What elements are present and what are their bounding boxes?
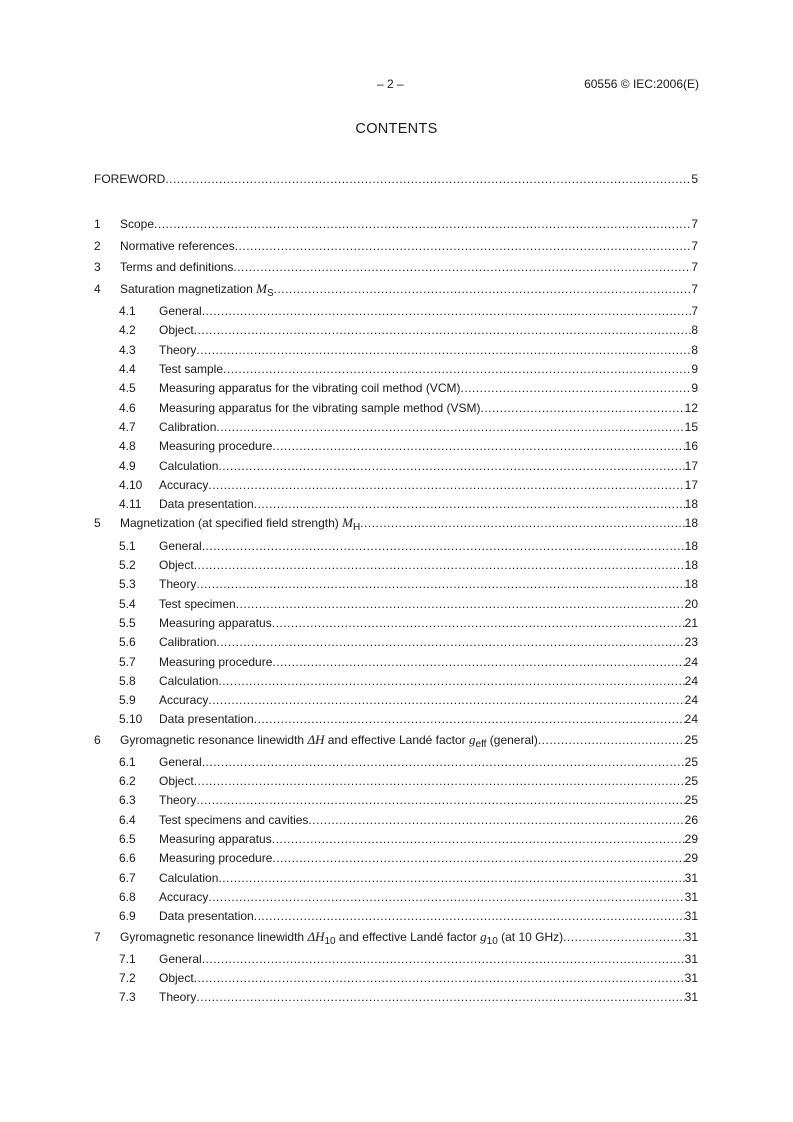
toc-entry-label: Magnetization (at specified field strength) $M_H$ — [120, 515, 361, 533]
toc-entry-text — [159, 557, 698, 573]
toc-entry-text — [159, 951, 698, 967]
toc-entry-label: General — [159, 539, 202, 553]
toc-page-number: 23 — [684, 635, 698, 649]
toc-entry — [94, 400, 698, 416]
toc-entry-label: Calculation — [159, 459, 219, 473]
toc-entry-text — [159, 711, 698, 727]
dot-leader — [236, 596, 685, 612]
toc-entry-number: 5.5 — [119, 616, 136, 630]
toc-entry-text — [159, 419, 698, 435]
toc-entry-text — [94, 171, 698, 187]
toc-entry — [94, 216, 698, 232]
dot-leader — [254, 496, 685, 512]
toc-entry-text — [159, 889, 698, 905]
dot-leader — [218, 458, 684, 474]
toc-entry-label: Accuracy — [159, 478, 209, 492]
toc-entry-label: Theory — [159, 990, 197, 1004]
toc-entry-number: 4.2 — [119, 323, 136, 337]
toc-page-number: 18 — [684, 516, 698, 530]
toc-page-number: 17 — [684, 459, 698, 473]
toc-page-number: 18 — [684, 497, 698, 511]
toc-entry-number: 7 — [94, 930, 101, 944]
dot-leader — [216, 634, 684, 650]
dot-leader — [196, 576, 684, 592]
toc-entry-number: 6.4 — [119, 813, 136, 827]
toc-entry-text — [159, 812, 698, 828]
dot-leader — [202, 754, 685, 770]
math-symbol: M — [342, 515, 353, 530]
toc-entry-label: Measuring procedure — [159, 655, 273, 669]
toc-entry-number: 2 — [94, 239, 101, 253]
toc-entry-number: 4.11 — [119, 497, 142, 511]
toc-page-number: 26 — [684, 813, 698, 827]
dot-leader — [272, 438, 684, 454]
toc-entry — [94, 281, 698, 297]
toc-entry — [94, 929, 698, 945]
toc-entry-text — [159, 654, 698, 670]
toc-page-number: 15 — [684, 420, 698, 434]
toc-entry-number: 6.1 — [119, 755, 136, 769]
toc-entry-label: Measuring apparatus for the vibrating sample method (VSM) — [159, 401, 481, 415]
toc-entry-label: Calibration — [159, 635, 217, 649]
math-symbol: ΔH — [307, 732, 325, 747]
toc-entry-label: Theory — [159, 577, 197, 591]
dot-leader — [481, 400, 685, 416]
dot-leader — [233, 259, 691, 275]
toc-page-number: 7 — [691, 304, 698, 318]
toc-page-number: 29 — [684, 851, 698, 865]
toc-entry — [94, 538, 698, 554]
toc-entry — [94, 171, 698, 187]
dot-leader — [196, 342, 691, 358]
toc-entry-label: Theory — [159, 793, 197, 807]
toc-entry-label: Saturation magnetization $M_S$ — [120, 281, 274, 299]
toc-entry — [94, 732, 698, 748]
dot-leader — [223, 361, 691, 377]
toc-page-number: 12 — [684, 401, 698, 415]
toc-entry-text — [159, 989, 698, 1005]
toc-entry-number: 4.8 — [119, 439, 136, 453]
dot-leader — [194, 322, 692, 338]
toc-entry-text — [159, 831, 698, 847]
toc-entry-label: Measuring procedure — [159, 439, 273, 453]
toc-entry-number: 4.4 — [119, 362, 136, 376]
toc-entry — [94, 673, 698, 689]
toc-entry-text — [120, 281, 698, 297]
dot-leader — [202, 538, 685, 554]
toc-entry — [94, 361, 698, 377]
math-symbol: M — [256, 281, 267, 296]
toc-entry-text — [159, 673, 698, 689]
toc-entry-text — [159, 380, 698, 396]
toc-entry-text — [159, 970, 698, 986]
toc-page-number: 5 — [691, 172, 698, 186]
toc-entry-number: 7.3 — [119, 990, 136, 1004]
toc-entry-label: Object — [159, 774, 194, 788]
toc-page-number: 24 — [684, 693, 698, 707]
toc-entry-text — [159, 850, 698, 866]
toc-entry-text — [159, 400, 698, 416]
toc-entry-label: Object — [159, 558, 194, 572]
toc-entry-number: 1 — [94, 217, 101, 231]
toc-entry-label: Measuring procedure — [159, 851, 273, 865]
toc-entry — [94, 458, 698, 474]
toc-entry-text — [159, 773, 698, 789]
toc-page-number: 21 — [684, 616, 698, 630]
toc-entry — [94, 342, 698, 358]
toc-entry — [94, 615, 698, 631]
toc-entry-label: Accuracy — [159, 890, 209, 904]
toc-page-number: 24 — [684, 655, 698, 669]
toc-entry-number: 6.9 — [119, 909, 136, 923]
dot-leader — [254, 711, 685, 727]
dot-leader — [154, 216, 691, 232]
dot-leader — [194, 557, 685, 573]
toc-entry — [94, 850, 698, 866]
toc-page-number: 18 — [684, 558, 698, 572]
toc-entry-label: Theory — [159, 343, 197, 357]
toc-entry-text — [159, 754, 698, 770]
dot-leader — [208, 692, 684, 708]
dot-leader — [196, 792, 684, 808]
toc-entry-label: Data presentation — [159, 712, 254, 726]
toc-entry — [94, 496, 698, 512]
toc-entry-label: General — [159, 952, 202, 966]
toc-entry-number: 5.6 — [119, 635, 136, 649]
toc-entry-number: 4.3 — [119, 343, 136, 357]
toc-entry — [94, 380, 698, 396]
toc-entry-number: 4.5 — [119, 381, 136, 395]
toc-page-number: 9 — [691, 381, 698, 395]
toc-entry — [94, 870, 698, 886]
dot-leader — [360, 515, 684, 531]
toc-page-number: 16 — [684, 439, 698, 453]
toc-entry-number: 6 — [94, 733, 101, 747]
toc-entry — [94, 438, 698, 454]
toc-entry — [94, 908, 698, 924]
toc-entry-text — [120, 732, 698, 748]
toc-entry-number: 6.5 — [119, 832, 136, 846]
math-symbol: g — [480, 929, 487, 944]
toc-page-number: 31 — [684, 890, 698, 904]
math-symbol: ΔH — [307, 929, 325, 944]
toc-entry — [94, 812, 698, 828]
toc-page-number: 7 — [691, 217, 698, 231]
toc-page-number: 8 — [691, 343, 698, 357]
toc-page-number: 24 — [684, 674, 698, 688]
toc-entry-text — [159, 615, 698, 631]
toc-entry-number: 3 — [94, 260, 101, 274]
toc-page-number: 18 — [684, 539, 698, 553]
dot-leader — [272, 654, 684, 670]
dot-leader — [202, 951, 685, 967]
toc-entry-number: 4.10 — [119, 478, 143, 492]
toc-entry-text — [159, 303, 698, 319]
toc-entry-number: 4 — [94, 282, 101, 296]
toc-entry — [94, 831, 698, 847]
toc-entry — [94, 259, 698, 275]
dot-leader — [202, 303, 692, 319]
dot-leader — [274, 281, 692, 297]
toc-entry-label: Test specimen — [159, 597, 236, 611]
toc-entry-label: Calculation — [159, 674, 219, 688]
toc-entry-label: Calculation — [159, 871, 219, 885]
dot-leader — [538, 732, 685, 748]
toc-entry-label: Scope — [120, 217, 155, 231]
dot-leader — [218, 870, 684, 886]
toc-entry — [94, 951, 698, 967]
toc-page-number: 25 — [684, 755, 698, 769]
toc-entry-label: Test sample — [159, 362, 224, 376]
toc-entry-text — [120, 259, 698, 275]
toc-entry-text — [159, 342, 698, 358]
toc-entry-text — [159, 438, 698, 454]
toc-entry-number: 4.9 — [119, 459, 136, 473]
dot-leader — [208, 889, 684, 905]
toc-entry — [94, 303, 698, 319]
toc-entry — [94, 477, 698, 493]
toc-entry — [94, 576, 698, 592]
toc-entry-label: Measuring apparatus — [159, 832, 272, 846]
toc-page-number: 31 — [684, 990, 698, 1004]
toc-entry — [94, 754, 698, 770]
toc-entry-number: 5.1 — [119, 539, 136, 553]
toc-entry-text — [159, 477, 698, 493]
toc-page-number: 24 — [684, 712, 698, 726]
toc-entry-label: Data presentation — [159, 909, 254, 923]
toc-entry — [94, 515, 698, 531]
toc-entry — [94, 238, 698, 254]
dot-leader — [218, 673, 684, 689]
toc-entry — [94, 419, 698, 435]
toc-entry-text — [120, 238, 698, 254]
toc-page-number: 31 — [684, 971, 698, 985]
toc-page-number: 25 — [684, 793, 698, 807]
toc-page-number: 9 — [691, 362, 698, 376]
toc-entry-number: 7.2 — [119, 971, 136, 985]
toc-entry-text — [159, 576, 698, 592]
toc-entry-number: 4.7 — [119, 420, 136, 434]
toc-entry — [94, 654, 698, 670]
dot-leader — [194, 773, 685, 789]
toc-entry-label: Object — [159, 323, 194, 337]
toc-entry-number: 5.2 — [119, 558, 136, 572]
toc-page-number: 31 — [684, 952, 698, 966]
toc-entry — [94, 711, 698, 727]
toc-entry-label: FOREWORD — [94, 172, 166, 186]
toc-entry-number: 6.2 — [119, 774, 136, 788]
toc-entry-number: 7.1 — [119, 952, 136, 966]
toc-entry-label: General — [159, 304, 202, 318]
toc-page-number: 17 — [684, 478, 698, 492]
toc-entry-label: Data presentation — [159, 497, 254, 511]
toc-entry-number: 6.6 — [119, 851, 136, 865]
toc-entry-text — [159, 322, 698, 338]
toc-entry-number: 5 — [94, 516, 101, 530]
toc-entry — [94, 557, 698, 573]
toc-entry-number: 6.7 — [119, 871, 136, 885]
toc-entry-label: Normative references — [120, 239, 235, 253]
toc-entry — [94, 970, 698, 986]
dot-leader — [165, 171, 691, 187]
toc-page-number: 25 — [684, 733, 698, 747]
math-subscript: H — [352, 522, 361, 533]
dot-leader — [272, 850, 684, 866]
toc-entry-number: 5.10 — [119, 712, 143, 726]
toc-page-number: 7 — [691, 260, 698, 274]
toc-entry-text — [159, 692, 698, 708]
page-number: – 2 – — [377, 77, 404, 91]
toc-entry-label: Gyromagnetic resonance linewidth ΔH and effective Landé factor $g_{eff}$ (general) — [120, 732, 538, 750]
toc-entry — [94, 792, 698, 808]
dot-leader — [272, 831, 685, 847]
toc-entry-number: 4.1 — [119, 304, 136, 318]
dot-leader — [216, 419, 684, 435]
toc-page-number: 31 — [684, 930, 698, 944]
dot-leader — [308, 812, 684, 828]
toc-entry-number: 5.9 — [119, 693, 136, 707]
toc-entry — [94, 322, 698, 338]
toc-entry-label: Accuracy — [159, 693, 209, 707]
toc-entry-text — [159, 908, 698, 924]
toc-entry-text — [159, 870, 698, 886]
toc-entry-label: Measuring apparatus — [159, 616, 272, 630]
toc-entry-text — [120, 929, 698, 945]
toc-entry — [94, 596, 698, 612]
toc-page-number: 18 — [684, 577, 698, 591]
toc-entry-text — [159, 538, 698, 554]
dot-leader — [563, 929, 685, 945]
toc-page-number: 8 — [691, 323, 698, 337]
math-symbol: g — [469, 732, 476, 747]
toc-entry-number: 5.3 — [119, 577, 136, 591]
toc-entry-text — [159, 361, 698, 377]
toc-page-number: 7 — [691, 282, 698, 296]
toc-page-number: 7 — [691, 239, 698, 253]
toc-page-number: 31 — [684, 909, 698, 923]
dot-leader — [235, 238, 692, 254]
toc-entry-text — [120, 216, 698, 232]
toc-page-number: 25 — [684, 774, 698, 788]
toc-entry-number: 5.7 — [119, 655, 136, 669]
dot-leader — [194, 970, 685, 986]
dot-leader — [196, 989, 684, 1005]
dot-leader — [460, 380, 691, 396]
math-subscript: 10 — [324, 936, 336, 947]
toc-entry-label: Gyromagnetic resonance linewidth $\Delta H_{10}$ and effective Landé factor $g_{10}$ (at 10 GHz) — [120, 929, 564, 947]
toc-entry-text — [120, 515, 698, 531]
toc-entry-text — [159, 496, 698, 512]
toc-entry-label: General — [159, 755, 202, 769]
toc-entry-number: 5.4 — [119, 597, 136, 611]
toc-entry-number: 6.8 — [119, 890, 136, 904]
toc-entry-label: Test specimens and cavities — [159, 813, 309, 827]
toc-entry-number: 4.6 — [119, 401, 136, 415]
toc-entry-text — [159, 596, 698, 612]
toc-entry-label: Object — [159, 971, 194, 985]
toc-entry — [94, 634, 698, 650]
toc-entry-label: Calibration — [159, 420, 217, 434]
toc-entry — [94, 773, 698, 789]
dot-leader — [208, 477, 684, 493]
toc-entry — [94, 692, 698, 708]
toc-page-number: 31 — [684, 871, 698, 885]
math-subscript: eff — [475, 739, 487, 750]
dot-leader — [254, 908, 685, 924]
document-reference: 60556 © IEC:2006(E) — [584, 77, 699, 91]
toc-entry-text — [159, 634, 698, 650]
toc-page-number: 29 — [684, 832, 698, 846]
toc-entry-label: Measuring apparatus for the vibrating coil method (VCM) — [159, 381, 461, 395]
dot-leader — [272, 615, 685, 631]
math-subscript: 10 — [486, 936, 498, 947]
math-subscript: S — [266, 288, 274, 299]
toc-entry-number: 6.3 — [119, 793, 136, 807]
toc-entry-label: Terms and definitions — [120, 260, 234, 274]
toc-entry-text — [159, 458, 698, 474]
toc-entry — [94, 989, 698, 1005]
toc-entry-text — [159, 792, 698, 808]
toc-page-number: 20 — [684, 597, 698, 611]
toc-entry-number: 5.8 — [119, 674, 136, 688]
toc-entry — [94, 889, 698, 905]
page-title: CONTENTS — [355, 121, 438, 137]
